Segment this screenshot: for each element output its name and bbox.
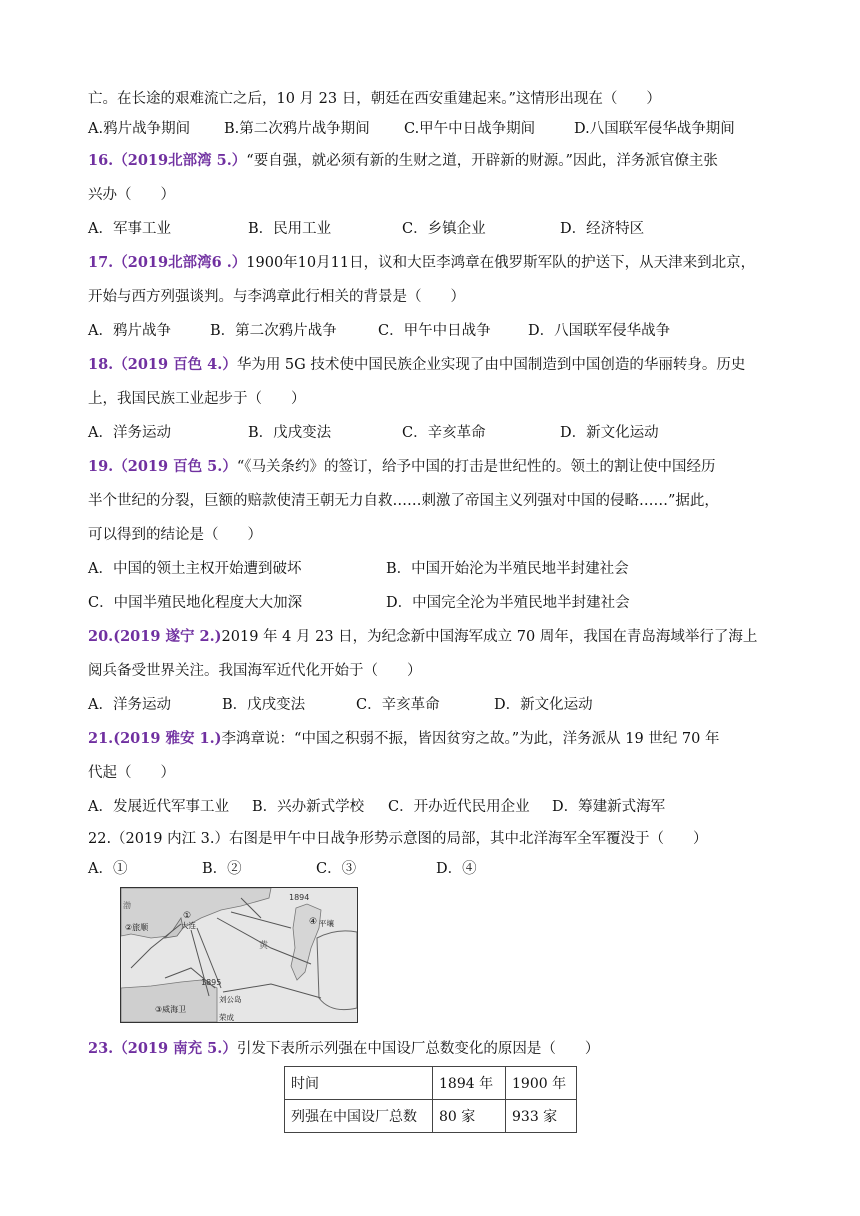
question-19-line-3: 可以得到的结论是（ ） [88, 527, 262, 543]
question-text: 1900年10月11日，议和大臣李鸿章在俄罗斯军队的护送下，从天津来到北京， [246, 255, 756, 271]
question-18-line-2: 上，我国民族工业起步于（ ） [88, 391, 306, 407]
intro-options [88, 114, 778, 144]
question-16-line-2: 兴办（ ） [88, 187, 175, 203]
option-c: C．辛亥革命 [356, 697, 440, 713]
option-c: C．辛亥革命 [402, 425, 486, 441]
question-text: “要自强，就必须有新的生财之道，开辟新的财源。”因此，洋务派官僚主张 [246, 153, 718, 169]
option-d: D．新文化运动 [494, 697, 593, 713]
question-number: 17.（2019北部湾6 .） [88, 254, 247, 271]
question-20-line-1 [88, 620, 778, 654]
option-b: B．第二次鸦片战争 [210, 323, 337, 339]
table-cell: 933 家 [506, 1100, 577, 1133]
option-a: A．洋务运动 [88, 425, 171, 441]
question-21-line-2: 代起（ ） [88, 765, 175, 781]
map-label-1894: 1894 [289, 893, 310, 902]
table-row [285, 1100, 577, 1133]
question-21-line-1 [88, 722, 778, 756]
sino-japanese-war-map [120, 887, 358, 1023]
map-label-1895: 1895 [201, 978, 222, 987]
question-text: 李鸿章说：“中国之积弱不振，皆因贫穷之故。”为此，洋务派从 19 世纪 70 年 [221, 731, 720, 747]
question-18-line-1 [88, 348, 778, 382]
option-b: B．中国开始沦为半殖民地半封建社会 [386, 561, 629, 577]
question-number: 20.(2019 遂宁 2.) [88, 628, 222, 645]
map-label-bohai: 渤 [123, 901, 131, 910]
option-b: B.第二次鸦片战争期间 [224, 121, 370, 137]
table-header-row [285, 1067, 577, 1100]
question-text: 引发下表所示列强在中国设厂总数变化的原因是（ ） [236, 1041, 600, 1057]
question-19-line-2: 半个世纪的分裂，巨额的赔款使清王朝无力自救……刺激了帝国主义列强对中国的侵略……”据此， [88, 493, 719, 509]
option-a: A．中国的领土主权开始遭到破坏 [88, 561, 302, 577]
option-c: C．乡镇企业 [402, 221, 486, 237]
option-b: B．兴办新式学校 [252, 799, 365, 815]
option-b: B．民用工业 [248, 221, 332, 237]
option-a: A.鸦片战争期间 [88, 121, 191, 137]
question-23-line [88, 1034, 599, 1064]
question-number: 23.（2019 南充 5.） [88, 1040, 237, 1057]
map-label-rongcheng: 荣成 [219, 1013, 234, 1022]
question-number: 21.(2019 雅安 1.) [88, 730, 222, 747]
table-cell: 1900 年 [506, 1067, 577, 1100]
option-c: C．甲午中日战争 [378, 323, 491, 339]
question-22-line: 22.（2019 内江 3.）右图是甲午中日战争形势示意图的局部，其中北洋海军全军覆没于（ ） [88, 831, 708, 847]
option-a: A．① [88, 861, 128, 877]
question-20-line-2: 阅兵备受世界关注。我国海军近代化开始于（ ） [88, 663, 422, 679]
option-d: D.八国联军侵华战争期间 [574, 121, 735, 137]
question-16-options [88, 212, 778, 246]
option-c: C．③ [316, 861, 357, 877]
question-17-options [88, 314, 778, 348]
question-17-line-2: 开始与西方列强谈判。与李鸿章此行相关的背景是（ ） [88, 289, 465, 305]
question-19-options-row-1 [88, 552, 778, 586]
question-number: 19.（2019 百色 5.） [88, 458, 237, 475]
option-a: A．军事工业 [88, 221, 171, 237]
map-label-dalian: 大连 [181, 921, 196, 930]
option-b: B．戊戌变法 [248, 425, 332, 441]
option-d: D．筹建新式海军 [552, 799, 666, 815]
question-22-options [88, 854, 778, 884]
question-number: 16.（2019北部湾 5.） [88, 152, 247, 169]
question-number: 18.（2019 百色 4.） [88, 356, 237, 373]
map-label-weihaiwei: ③威海卫 [155, 1005, 187, 1014]
option-a: A．洋务运动 [88, 697, 171, 713]
map-label-liugongdao: 刘公岛 [219, 995, 242, 1004]
table-cell: 1894 年 [433, 1067, 506, 1100]
option-d: D．中国完全沦为半殖民地半封建社会 [386, 595, 630, 611]
question-19-options-row-2 [88, 586, 778, 620]
option-a: A．鸦片战争 [88, 323, 171, 339]
table-cell: 列强在中国设厂总数 [285, 1100, 433, 1133]
option-d: D．经济特区 [560, 221, 645, 237]
option-d: D．④ [436, 861, 477, 877]
option-b: B．戊戌变法 [222, 697, 306, 713]
question-text: “《马关条约》的签订，给予中国的打击是世纪性的。领土的割让使中国经历 [236, 459, 716, 475]
exam-page [88, 84, 778, 884]
option-c: C．开办近代民用企业 [388, 799, 530, 815]
option-d: D．新文化运动 [560, 425, 659, 441]
factory-count-table [284, 1066, 577, 1133]
question-text: 2019 年 4 月 23 日，为纪念新中国海军成立 70 周年，我国在青岛海域举行了海上 [221, 629, 758, 645]
question-17-line-1 [88, 246, 778, 280]
question-20-options [88, 688, 778, 722]
option-c: C.甲午中日战争期间 [404, 121, 536, 137]
option-c: C．中国半殖民地化程度大大加深 [88, 595, 303, 611]
option-d: D．八国联军侵华战争 [528, 323, 671, 339]
map-marker-1: ① [183, 911, 192, 921]
question-text: 华为用 5G 技术使中国民族企业实现了由中国制造到中国创造的华丽转身。历史 [236, 357, 746, 373]
intro-line: 亡。在长途的艰难流亡之后，10 月 23 日，朝廷在西安重建起来。”这情形出现在（ ） [88, 91, 661, 107]
table-cell: 80 家 [433, 1100, 506, 1133]
option-a: A．发展近代军事工业 [88, 799, 229, 815]
map-label-huanghai: 黄 [259, 941, 269, 951]
map-label-pyongyang: 平壤 [319, 919, 334, 928]
option-b: B．② [202, 861, 242, 877]
table-cell: 时间 [285, 1067, 433, 1100]
question-21-options [88, 790, 778, 824]
map-label-lushun: ②旅顺 [125, 923, 149, 932]
question-16-line-1 [88, 144, 778, 178]
map-marker-4: ④ [309, 917, 318, 927]
question-18-options [88, 416, 778, 450]
question-19-line-1 [88, 450, 778, 484]
